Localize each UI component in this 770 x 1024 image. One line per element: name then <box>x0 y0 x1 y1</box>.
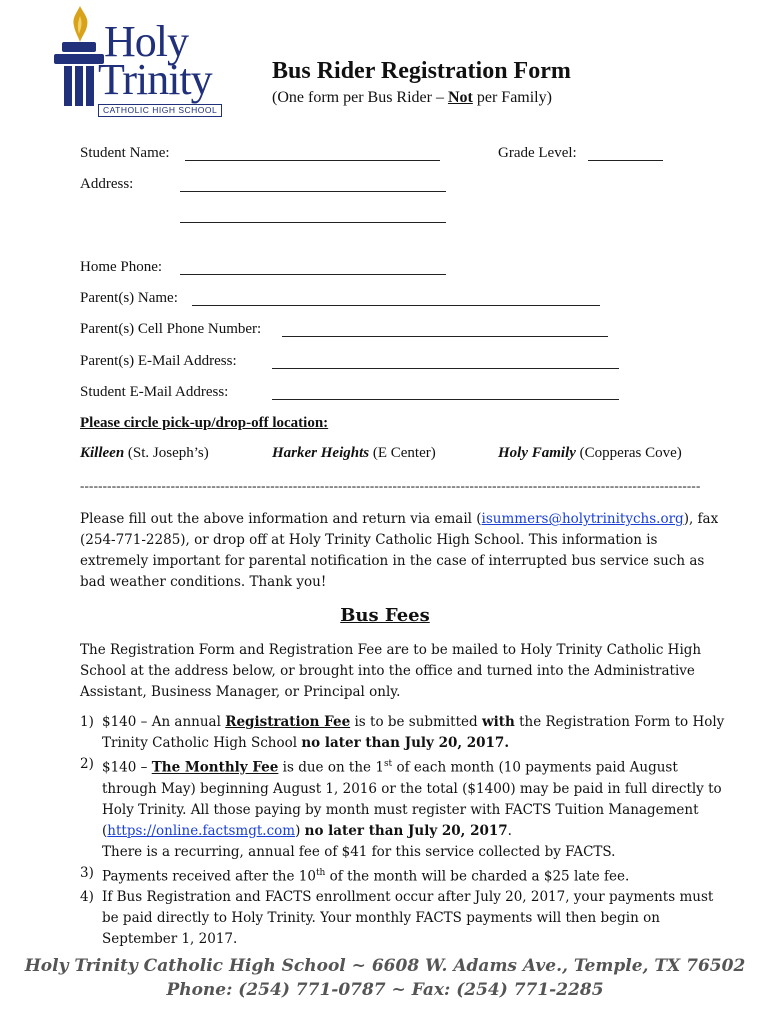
form-subtitle <box>272 89 552 107</box>
student-email-field[interactable] <box>272 399 619 400</box>
home-phone-field[interactable] <box>180 274 446 275</box>
item-text: Payments received after the 10 <box>102 868 316 884</box>
parents-name-label: Parent(s) Name: <box>80 290 178 306</box>
list-number: 4) <box>80 889 94 905</box>
student-email-label: Student E-Mail Address: <box>80 384 229 400</box>
location-option-killeen[interactable] <box>80 445 209 462</box>
separator-line: ----------------------------------------------------------------------------------------------------------------------------------------- <box>80 478 701 493</box>
item-superscript: st <box>383 759 393 769</box>
item-emphasis: with <box>481 714 515 730</box>
item-deadline: no later than July 20, 2017. <box>301 735 510 751</box>
address-field-line1[interactable] <box>180 191 446 192</box>
grade-level-label: Grade Level: <box>498 145 577 161</box>
location-detail: (Copperas Cove) <box>575 445 682 461</box>
subtitle-text: (One form per Bus Rider – <box>272 89 448 106</box>
item-text: $140 – An annual <box>102 714 226 730</box>
fees-list <box>80 712 730 950</box>
item-text: There is a recurring, annual fee of $41 for this service collected by FACTS. <box>102 843 616 860</box>
item-text: of the month will be charded a $25 late fee. <box>325 868 630 884</box>
item-text: . <box>507 822 512 839</box>
student-name-label: Student Name: <box>80 145 170 161</box>
list-number: 2) <box>80 756 94 772</box>
item-superscript: th <box>315 867 326 878</box>
list-item <box>80 887 730 950</box>
item-text: is to be submitted <box>350 714 482 730</box>
form-title: Bus Rider Registration Form <box>272 58 571 84</box>
list-item <box>80 712 730 754</box>
parents-name-field[interactable] <box>192 305 600 306</box>
location-detail: (St. Joseph’s) <box>124 445 209 461</box>
location-place: Harker Heights <box>272 445 370 461</box>
logo-word-holy: Holy <box>104 17 188 66</box>
location-option-holy-family[interactable] <box>498 445 682 462</box>
list-number: 1) <box>80 714 94 730</box>
item-text: the Registration Form to Holy Trinity Catholic High School <box>102 714 725 751</box>
item-text: of each month (10 payments paid August through May) beginning August 1, 2016 or the total ($1400) may be paid in full directly to Holy Trinity. All those paying by month must register with FACTS Tuition Management ( <box>102 759 722 839</box>
item-text: is due on the 1 <box>278 759 384 776</box>
logo-word-trinity: Trinity <box>98 55 212 104</box>
item-text: $140 – <box>102 759 152 776</box>
footer-address: Holy Trinity Catholic High School ~ 6608 W. Adams Ave., Temple, TX 76502 <box>24 956 746 976</box>
instructions-text-end: ), fax (254-771-2285), or drop off at Holy Trinity Catholic High School. This information is extremely important for parental notification in the case of interrupted bus service such as bad weather conditions. Thank you! <box>80 511 719 590</box>
item-emphasis: The Monthly Fee <box>151 759 279 776</box>
logo-tagline: CATHOLIC HIGH SCHOOL <box>98 104 222 117</box>
address-field-line2[interactable] <box>180 222 446 223</box>
list-number: 3) <box>80 864 94 881</box>
home-phone-label: Home Phone: <box>80 259 163 275</box>
grade-level-field[interactable] <box>588 160 663 161</box>
subtitle-text-end: per Family) <box>472 89 552 106</box>
item-text: ) <box>295 822 305 839</box>
instructions-paragraph <box>80 509 720 593</box>
item-emphasis: Registration Fee <box>225 714 351 730</box>
student-name-field[interactable] <box>185 160 440 161</box>
item-deadline: no later than July 20, 2017 <box>304 822 508 839</box>
location-heading: Please circle pick-up/drop-off location: <box>80 415 329 431</box>
parents-email-label: Parent(s) E-Mail Address: <box>80 353 237 369</box>
location-place: Killeen <box>80 445 125 461</box>
contact-email-link[interactable]: isummers@holytrinitychs.org <box>481 511 684 527</box>
item-text: If Bus Registration and FACTS enrollment occur after July 20, 2017, your payments must be paid directly to Holy Trinity. Your monthly FACTS payments will then begin on September 1, 2017. <box>102 889 714 947</box>
location-place: Holy Family <box>498 445 576 461</box>
instructions-text: Please fill out the above information and return via email ( <box>80 511 482 527</box>
parents-email-field[interactable] <box>272 368 619 369</box>
bus-fees-heading: Bus Fees <box>340 605 430 626</box>
parents-cell-label: Parent(s) Cell Phone Number: <box>80 321 262 337</box>
parents-cell-field[interactable] <box>282 336 608 337</box>
address-label: Address: <box>80 176 134 192</box>
fees-intro-paragraph: The Registration Form and Registration Fee are to be mailed to Holy Trinity Catholic High School at the address below, or brought into the office and turned into the Administrative Assistant, Business Manager, or Principal only. <box>80 642 702 700</box>
school-logo <box>48 6 238 116</box>
location-detail: (E Center) <box>369 445 436 461</box>
location-option-harker-heights[interactable] <box>272 445 436 462</box>
subtitle-emphasis: Not <box>447 89 473 106</box>
facts-website-link[interactable]: https://online.factsmgt.com <box>107 822 296 839</box>
list-item <box>80 863 730 888</box>
footer-phone: Phone: (254) 771-0787 ~ Fax: (254) 771-2285 <box>166 980 604 1000</box>
list-item <box>80 754 730 863</box>
